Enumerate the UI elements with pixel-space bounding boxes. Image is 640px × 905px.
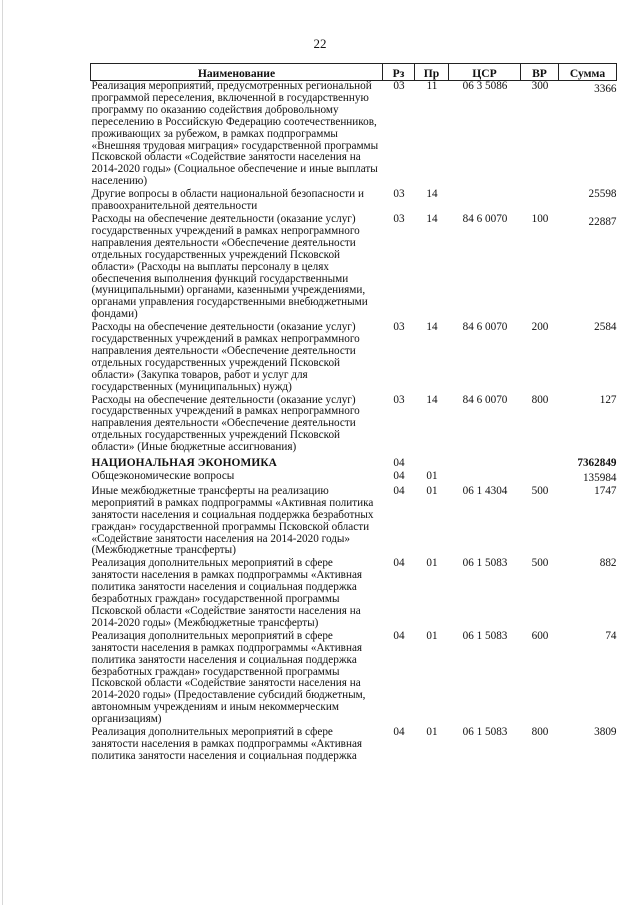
table-row [91, 322, 617, 394]
scan-margin-line [2, 0, 3, 905]
row-csr: 06 1 5083 [462, 726, 508, 739]
row-sum: 135984 [582, 472, 617, 484]
row-pr: 01 [426, 484, 438, 497]
row-vr: 800 [531, 393, 549, 406]
row-pr: 14 [426, 212, 438, 225]
row-sum: 882 [599, 557, 617, 570]
row-sum: 25598 [588, 188, 617, 201]
row-csr [449, 455, 521, 471]
row-csr: 84 6 0070 [462, 212, 508, 225]
row-csr: 84 6 0070 [462, 321, 508, 334]
row-pr: 01 [426, 629, 438, 642]
table-row [91, 727, 617, 764]
row-vr: 500 [531, 557, 549, 570]
row-rz: 03 [393, 188, 405, 201]
row-csr: 06 3 5086 [462, 80, 508, 92]
row-rz: 03 [393, 393, 405, 406]
row-csr: 06 1 4304 [462, 484, 508, 497]
row-name: Реализация дополнительных мероприятий в сфере занятости населения в рамках подпрограммы «Активная политика занятости населения и социальная поддержка безработных граждан» государственной программы Псковской области «Содействие занятости населения на 2014-2020 годы» (Предоставление субсидий бюджетным, автономным учреждениям и иным некоммерческим организациям) [91, 629, 366, 726]
row-sum: 127 [599, 393, 617, 406]
row-name: Реализация дополнительных мероприятий в сфере занятости населения в рамках подпрограммы «Активная политика занятости населения и социальная поддержка [91, 726, 363, 762]
row-csr: 84 6 0070 [462, 393, 508, 406]
table-row [91, 189, 617, 214]
row-sum: 3366 [594, 83, 617, 95]
row-rz: 04 [393, 726, 405, 739]
budget-table [90, 63, 617, 764]
table-row-section [91, 455, 617, 471]
row-csr: 06 1 5083 [462, 629, 508, 642]
row-sum: 3809 [594, 726, 617, 739]
row-rz: 04 [393, 470, 405, 482]
row-name: Другие вопросы в области национальной безопасности и правоохранительной деятельности [91, 188, 364, 213]
row-name: Реализация мероприятий, предусмотренных региональной программой переселения, включенной в государственную программу по оказанию содействия добровольному переселению в Российскую Федерацию соотечественников, проживающих за рубежом, в рамках подпрограммы «Внешняя трудовая миграция» государственной программы Псковской области «Содействие занятости населения на 2014-2020 годы» (Социальное обеспечение и иные выплаты населению) [91, 80, 379, 188]
header-pr: Пр [415, 64, 449, 81]
table-row [91, 558, 617, 630]
row-name: Общеэкономические вопросы [91, 470, 235, 482]
row-rz: 03 [393, 212, 405, 225]
header-rz: Рз [383, 64, 415, 81]
page-number: 22 [313, 36, 327, 51]
row-rz: 04 [393, 557, 405, 570]
table-row [91, 395, 617, 456]
row-vr [521, 471, 559, 486]
row-pr: 11 [426, 80, 438, 92]
row-vr: 200 [531, 321, 549, 334]
row-pr: 01 [426, 726, 438, 739]
row-sum: 74 [605, 629, 617, 642]
row-pr: 14 [426, 393, 438, 406]
header-sum: Сумма [559, 64, 617, 81]
row-sum: 22887 [588, 215, 617, 228]
budget-table-container [90, 63, 616, 764]
row-rz: 04 [393, 484, 405, 497]
row-rz: 04 [393, 457, 405, 470]
row-pr: 14 [426, 321, 438, 334]
row-sum: 2584 [594, 321, 617, 334]
row-rz: 03 [393, 80, 405, 92]
row-name: Иные межбюджетные трансферты на реализацию мероприятий в рамках подпрограммы «Активная политика занятости населения и социальная поддержка безработных граждан» государственной программы Псковской области «Содействие занятости населения на 2014-2020 годы» (Межбюджетные трансферты) [91, 484, 374, 557]
row-csr [449, 189, 521, 214]
row-vr: 500 [531, 484, 549, 497]
row-csr [449, 471, 521, 486]
row-vr [521, 455, 559, 471]
row-vr: 600 [531, 629, 549, 642]
row-rz: 03 [393, 321, 405, 334]
section-title: НАЦИОНАЛЬНАЯ ЭКОНОМИКА [91, 457, 278, 470]
row-name: Расходы на обеспечение деятельности (оказание услуг) государственных учреждений в рамках непрограммного направления деятельности «Обеспечение деятельности отдельных государственных учреждений Псковской области» (Иные бюджетные ассигнования) [91, 393, 360, 454]
table-row [91, 631, 617, 727]
row-vr [521, 189, 559, 214]
row-sum: 7362849 [577, 457, 617, 470]
table-header-row [91, 64, 617, 81]
header-vr: ВР [521, 64, 559, 81]
row-pr: 01 [426, 470, 438, 482]
row-pr: 14 [426, 188, 438, 201]
header-csr: ЦСР [449, 64, 521, 81]
row-name: Реализация дополнительных мероприятий в сфере занятости населения в рамках подпрограммы «Активная политика занятости населения и социальная поддержка безработных граждан» государственной программы Псковской области «Содействие занятости населения на 2014-2020 годы» (Межбюджетные трансферты) [91, 557, 363, 629]
row-rz: 04 [393, 629, 405, 642]
row-sum: 1747 [594, 484, 617, 497]
row-vr: 100 [531, 212, 549, 225]
table-row [91, 486, 617, 558]
header-name: Наименование [91, 64, 383, 81]
row-pr: 01 [426, 557, 438, 570]
table-row [91, 214, 617, 322]
row-name: Расходы на обеспечение деятельности (оказание услуг) государственных учреждений в рамках непрограммного направления деятельности «Обеспечение деятельности отдельных государственных учреждений Псковской области» (Расходы на выплаты персоналу в целях обеспечения выполнения функций государственными (муниципальными) органами, казенными учреждениями, органами управления государственными внебюджетными фондами) [91, 212, 368, 321]
row-vr: 300 [531, 80, 549, 92]
row-vr: 800 [531, 726, 549, 739]
table-row [91, 471, 617, 486]
row-csr: 06 1 5083 [462, 557, 508, 570]
row-pr [415, 455, 449, 471]
table-row [91, 81, 617, 190]
row-name: Расходы на обеспечение деятельности (оказание услуг) государственных учреждений в рамках непрограммного направления деятельности «Обеспечение деятельности отдельных государственных учреждений Псковской области» (Закупка товаров, работ и услуг для государственных (муниципальных) нужд) [91, 321, 360, 393]
